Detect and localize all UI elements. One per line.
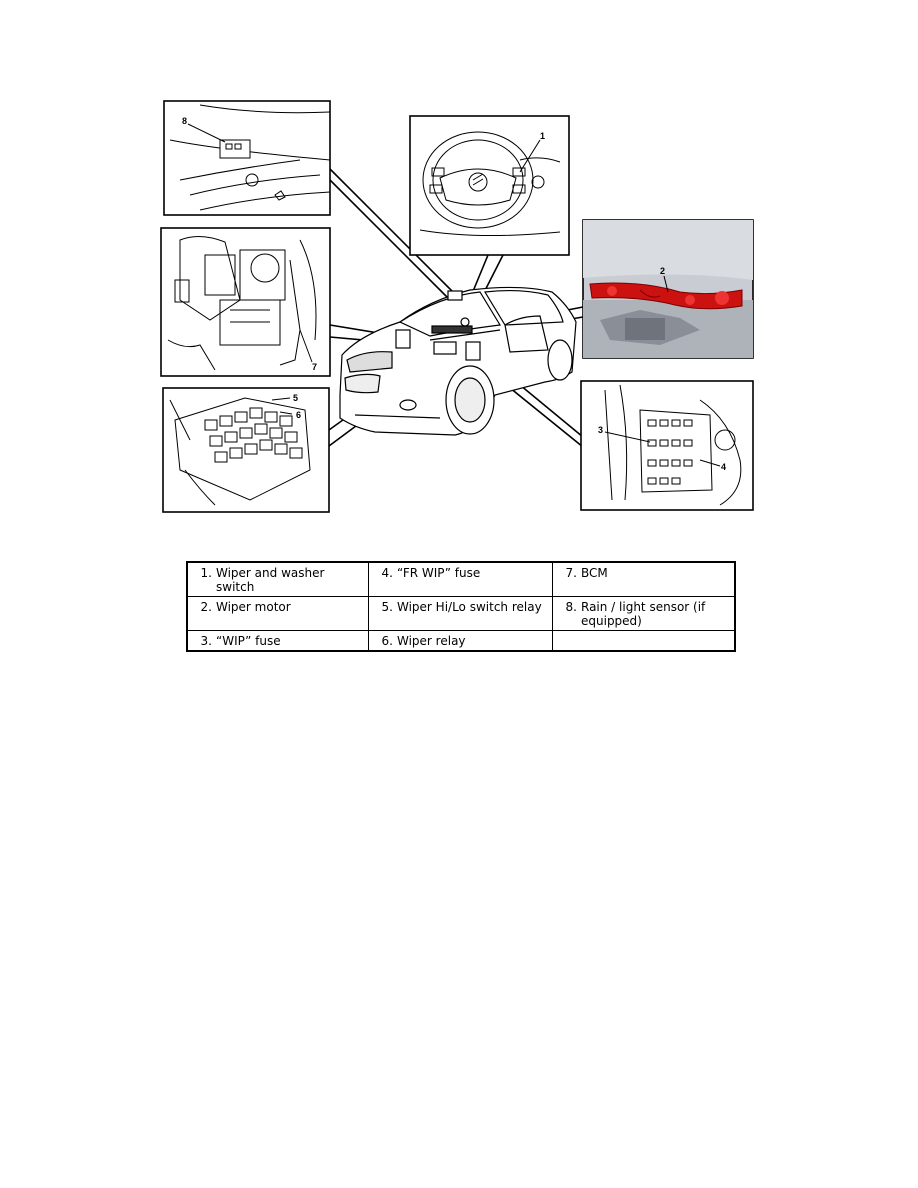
legend-table (186, 561, 736, 652)
legend-cell (369, 562, 553, 597)
callout-3: 3 (598, 425, 604, 435)
callout-8: 8 (182, 116, 188, 126)
legend-item (557, 600, 730, 628)
inset-wiper-switch (410, 116, 569, 255)
callout-1: 1 (540, 131, 546, 141)
callout-5: 5 (293, 393, 299, 403)
legend-item (192, 600, 364, 614)
legend-cell (187, 631, 369, 652)
legend-cell (369, 597, 553, 631)
legend-item (192, 566, 364, 594)
legend-item-number: 8. (565, 600, 577, 614)
legend-item-label: “FR WIP” fuse (397, 566, 481, 580)
legend-item-label: Wiper relay (397, 634, 466, 648)
legend-item-label: Rain / light sensor (if equipped) (581, 600, 706, 628)
legend-item-label: BCM (581, 566, 608, 580)
legend-item-label: “WIP” fuse (216, 634, 281, 648)
legend-item-number: 2. (200, 600, 212, 614)
callout-4: 4 (721, 462, 727, 472)
legend-item (373, 634, 548, 648)
legend-item-label: Wiper Hi/Lo switch relay (397, 600, 542, 614)
legend-cell (369, 631, 553, 652)
legend-cell (187, 562, 369, 597)
inset-wiper-motor (583, 220, 753, 358)
legend-item-label: Wiper and washer switch (216, 566, 325, 594)
legend-row (187, 562, 735, 597)
legend-cell (553, 597, 736, 631)
legend-item (557, 566, 730, 580)
callout-6: 6 (296, 410, 302, 420)
legend-cell (187, 597, 369, 631)
callout-7: 7 (312, 362, 318, 372)
component-location-diagram (0, 0, 918, 540)
legend-item (373, 600, 548, 614)
legend-row (187, 631, 735, 652)
legend-item (373, 566, 548, 580)
inset-relay-box (163, 388, 329, 512)
legend-item (192, 634, 364, 648)
legend-item-number: 6. (381, 634, 393, 648)
legend-item-number: 5. (381, 600, 393, 614)
legend-cell (553, 562, 736, 597)
inset-fuse-box (581, 381, 753, 510)
legend-item-number: 3. (200, 634, 212, 648)
legend-item-number: 1. (200, 566, 212, 580)
inset-rain-sensor (164, 101, 330, 215)
callout-2: 2 (660, 266, 666, 276)
legend-cell (553, 631, 736, 652)
legend-row (187, 597, 735, 631)
inset-bcm (161, 228, 330, 376)
legend-item-number: 4. (381, 566, 393, 580)
legend-item-label: Wiper motor (216, 600, 291, 614)
legend-item-number: 7. (565, 566, 577, 580)
